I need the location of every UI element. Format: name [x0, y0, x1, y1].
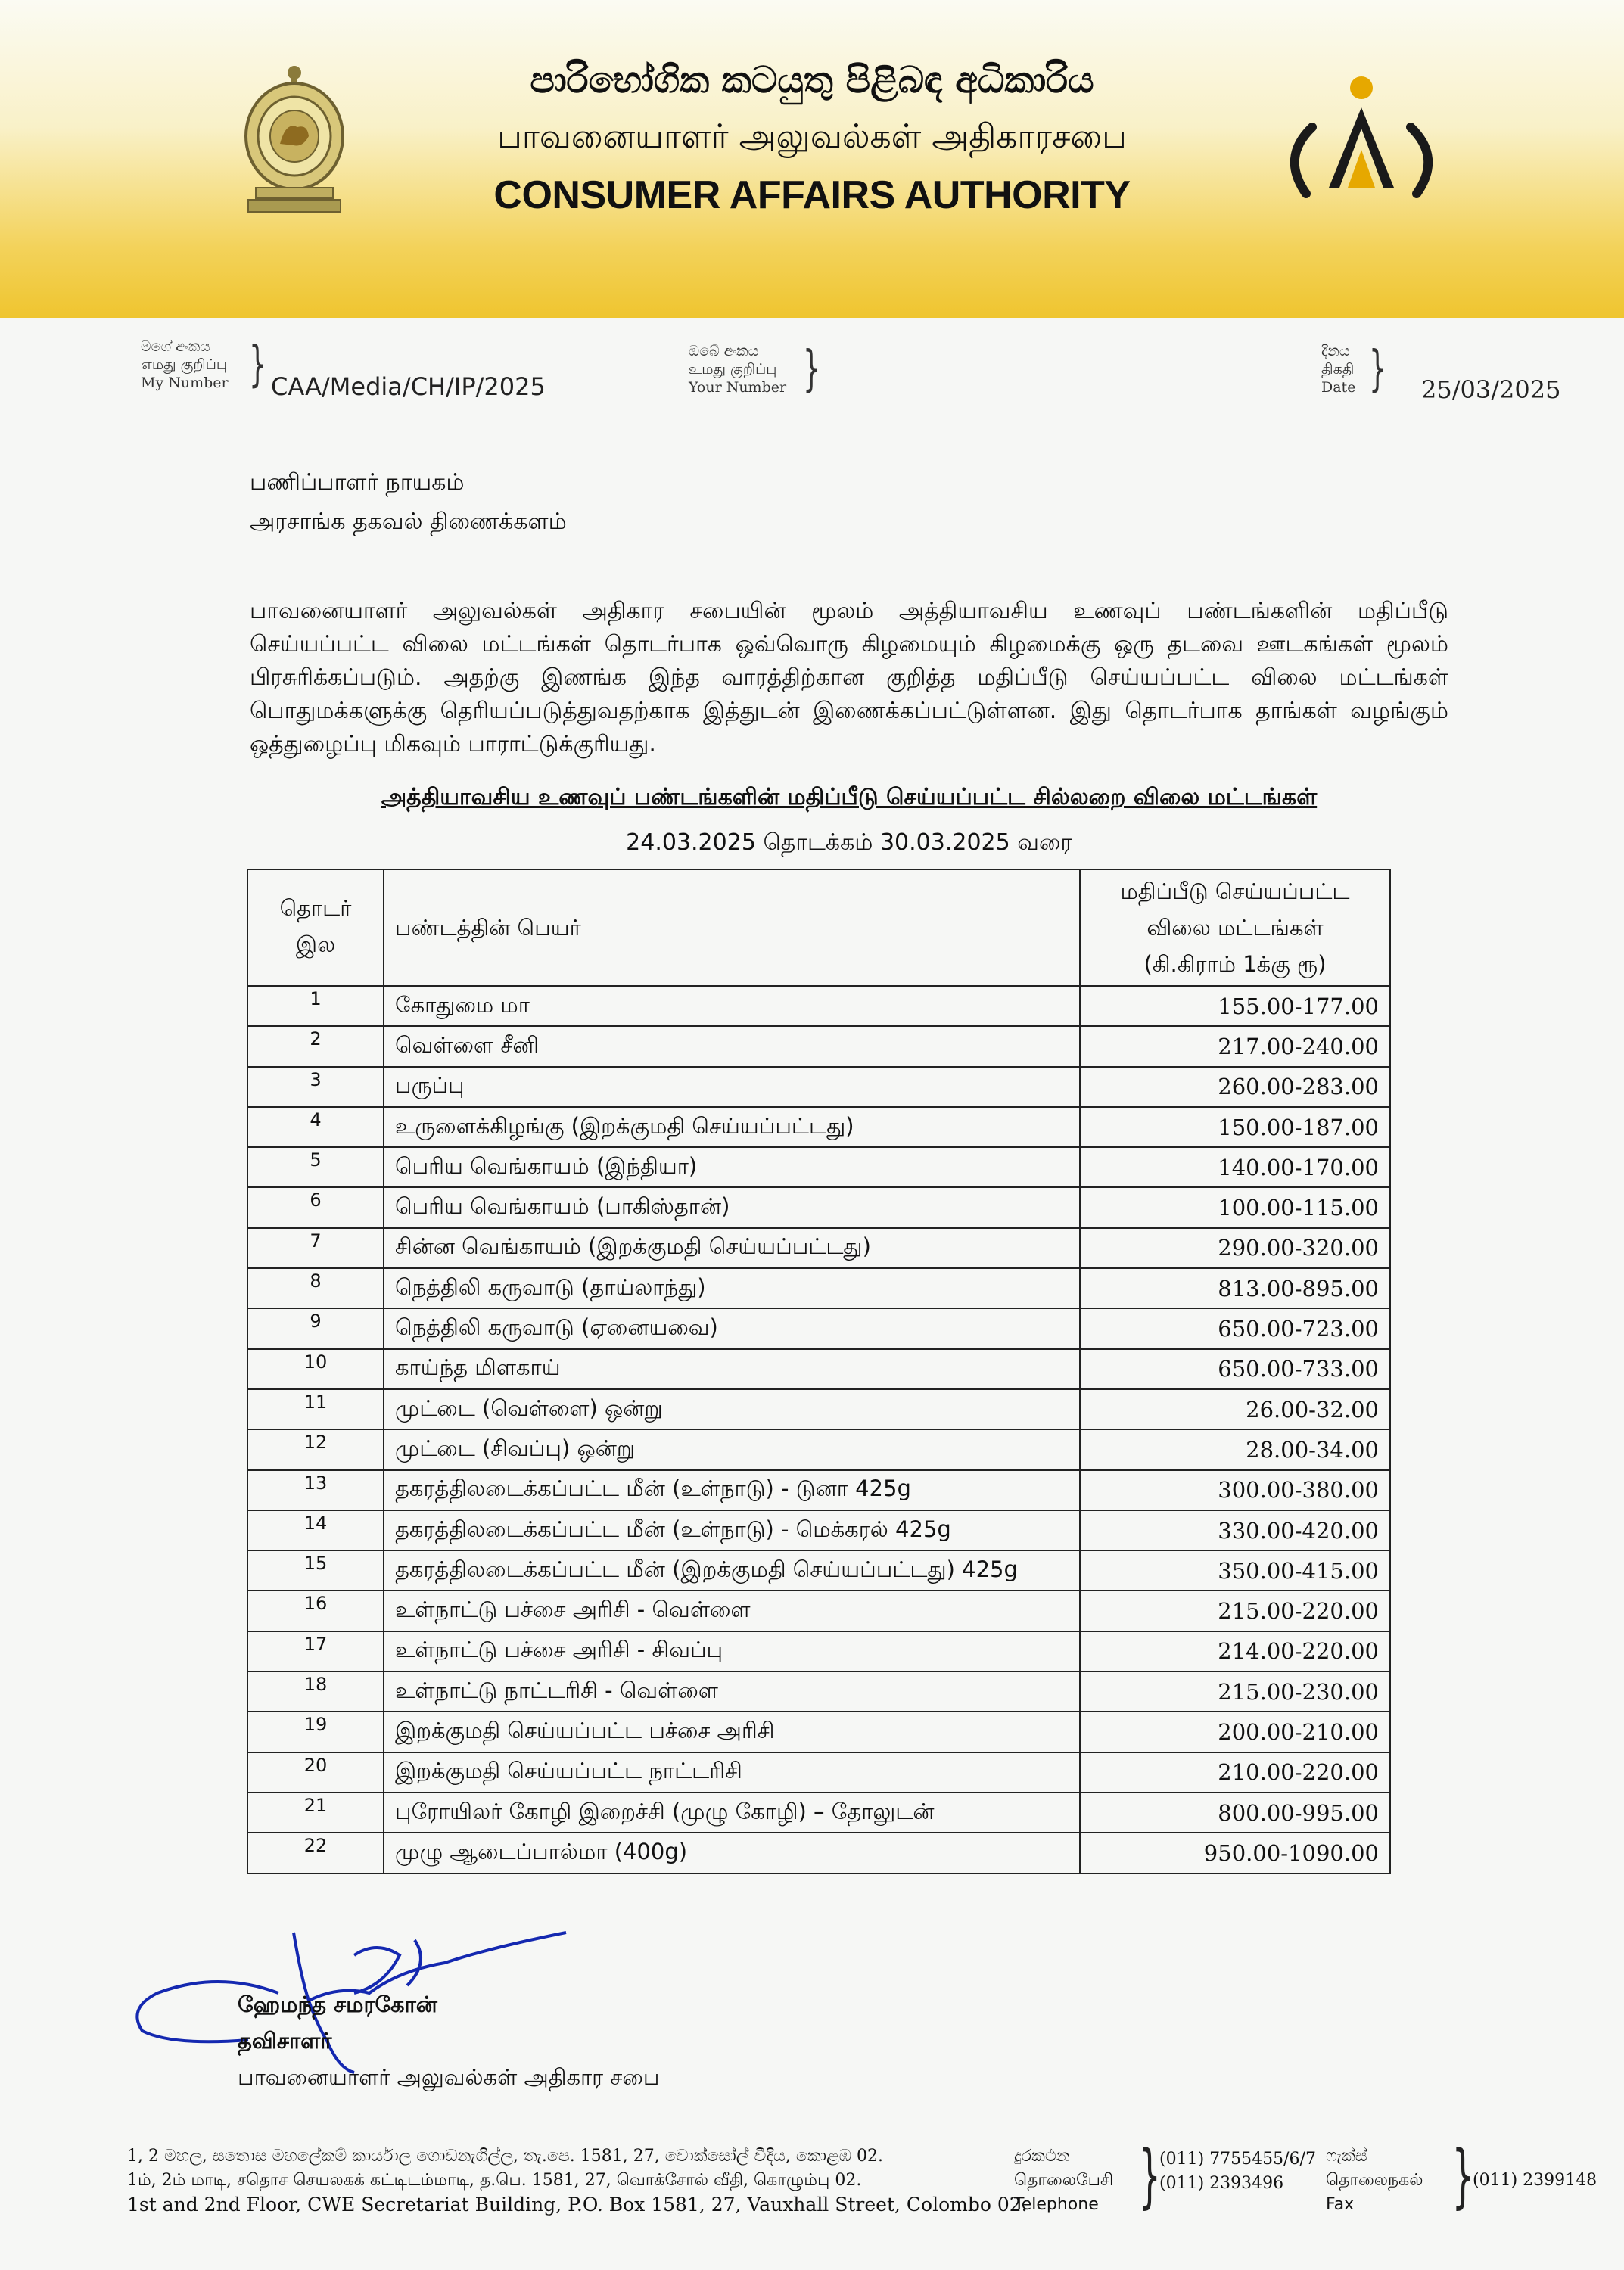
footer-fax-brace: } [1451, 2135, 1474, 2216]
row-no: 10 [247, 1349, 384, 1389]
row-no: 16 [247, 1591, 384, 1631]
row-price-range: 650.00-723.00 [1080, 1308, 1390, 1348]
table-row [247, 1793, 1390, 1833]
table-row [247, 1833, 1390, 1873]
row-item-name: புரோயிலர் கோழி இறைச்சி (முழு கோழி) – தோலுடன் [384, 1793, 1080, 1833]
footer-fax-label: ෆැක්ස් தொலைநகல் Fax [1326, 2147, 1423, 2214]
table-row [247, 1470, 1390, 1510]
row-no: 12 [247, 1429, 384, 1469]
col-header-no: தொடர் இல [247, 869, 384, 986]
row-no: 17 [247, 1631, 384, 1671]
table-row [247, 1067, 1390, 1107]
row-no: 22 [247, 1833, 384, 1873]
row-price-range: 155.00-177.00 [1080, 986, 1390, 1026]
row-price-range: 650.00-733.00 [1080, 1349, 1390, 1389]
row-item-name: முழு ஆடைப்பால்மா (400g) [384, 1833, 1080, 1873]
table-row [247, 1631, 1390, 1671]
row-item-name: கோதுமை மா [384, 986, 1080, 1026]
footer-fax-number: (011) 2399148 [1473, 2171, 1598, 2190]
row-price-range: 300.00-380.00 [1080, 1470, 1390, 1510]
row-no: 14 [247, 1510, 384, 1550]
table-row [247, 1550, 1390, 1591]
row-item-name: சின்ன வெங்காயம் (இறக்குமதி செய்யப்பட்டது) [384, 1228, 1080, 1268]
row-no: 8 [247, 1268, 384, 1308]
row-price-range: 210.00-220.00 [1080, 1752, 1390, 1793]
row-no: 11 [247, 1389, 384, 1429]
row-no: 2 [247, 1026, 384, 1066]
row-price-range: 140.00-170.00 [1080, 1147, 1390, 1187]
row-item-name: இறக்குமதி செய்யப்பட்ட நாட்டரிசி [384, 1752, 1080, 1793]
row-item-name: முட்டை (வெள்ளை) ஒன்று [384, 1389, 1080, 1429]
table-body [247, 986, 1390, 1874]
your-number-label: ඔබේ අංකය உமது குறிப்பு Your Number [689, 343, 787, 396]
letter-page: පාරිභෝගික කටයුතු පිළිබඳ අධිකාරිය பாவனையாளர் அலுவல்கள் அதிகாரசபை CONSUMER AFFAIRS AUTHORITY මගේ අංකය எமது குறிப்பு My Number } CAA/Media/CH/IP/2025 ඔබේ අංකය உமது குறிப்பு Your Number } දිනය திகதி Date } 25/03/2025 பணிப்பாளர் நாயகம் அரசாங்க தகவல் திணைக்களம் பாவனையாளர் அலுவல்கள் அதிகார சபையின் மூலம் அத்தியாவசிய உணவுப் பண்டங்களின் மதிப்பீடு செய்யப்பட்ட விலை மட்டங்கள் தொடர்பாக ஒவ்வொரு கிழமையும் கிழமைக்கு ஒரு தடவை ஊடகங்கள் மூலம் பிரசுரிக்கப்படும். அதற்கு இணங்க இந்த வாரத்திற்கான குறித்த மதிப்பீடு செய்யப்பட்ட விலை மட்டங்கள் பொதுமக்களுக்கு தெரியப்படுத்துவதற்காக இத்துடன் இணைக்கப்பட்டுள்ளன. இது தொடர்பாக தாங்கள் வழங்கும் ஒத்துழைப்பு மிகவும் பாராட்டுக்குரியது. அத்தியாவசிய உணவுப் பண்டங்களின் மதிப்பீடு செய்யப்பட்ட சில்லறை விலை மட்டங்கள் 24.03.2025 தொடக்கம் 30.03.2025 வரை தொடர் இல பண்டத்தின் பெயர் மதிப்பீடு செய்யப்பட்ட விலை மட்டங்கள் (கி.கிராம் 1க்கு ரூ) 1 கோதுமை மா 155.00-177.00 2 வெள்ளை சீனி 217.00-240.00 3 பருப்பு 260.00-283.00 4 உருளைக்கிழங்கு (இறக்குமதி செய்யப்பட்டது) 150.00-187.00 5 பெரிய வெங்காயம் (இந்தியா) 140.00-170.00 6 பெரிய வெங்காயம் (பாகிஸ்தான்) 100.00-115.00 7 சின்ன வெங்காயம் (இறக்குமதி செய்யப்பட்டது) 290.00-320.00 8 நெத்திலி கருவாடு (தாய்லாந்து) 813.00-895.00 9 நெத்திலி கருவாடு (ஏனையவை) 650.00-723.00 10 காய்ந்த மிளகாய் 650.00-733.00 11 முட்டை (வெள்ளை) ஒன்று 26.00-32.00 12 முட்டை (சிவப்பு) ஒன்று 28.00-34.00 13 தகரத்திலடைக்கப்பட்ட மீன் (உள்நாடு) - டுனா 425g 300.00-380.00 14 தகரத்திலடைக்கப்பட்ட மீன் (உள்நாடு) - மெக்கரல் 425g 330.00-420.00 15 தகரத்திலடைக்கப்பட்ட மீன் (இறக்குமதி செய்யப்பட்டது) 425g 350.00-415.00 16 உள்நாட்டு பச்சை அரிசி - வெள்ளை 215.00-220.00 17 உள்நாட்டு பச்சை அரிசி - சிவப்பு 214.00-220.00 18 உள்நாட்டு நாட்டரிசி - வெள்ளை 215.00-230.00 19 இறக்குமதி செய்யப்பட்ட பச்சை அரிசி 200.00-210.00 20 இறக்குமதி செய்யப்பட்ட நாட்டரிசி 210.00-220.00 21 புரோயிலர் கோழி இறைச்சி (முழு கோழி) – தோலுடன் 800.00-995.00 22 முழு ஆடைப்பால்மா (400g) 950.00-1090.00 ஹேமந்த சமரகோன் தவிசாளர் பாவனையாளர் அலுவல்கள் அதிகார சபை 1, 2 මහල, සතොස මහලේකම් කාර්යාල ගොඩනැගිල්ල, තැ.පෙ. 1581, 27, වොක්සෝල් වීදිය, කොළඹ 02. 1ம், 2ம் மாடி, சதொச செயலகக் கட்டிடம்மாடி, த.பெ. 1581, 27, வொக்சோல் வீதி, கொழும்பு 02. 1st and 2nd Floor, CWE Secretariat Building, P.O. Box 1581, 27, Vauxhall Street, Colombo 02. දුරකථන தொலைபேசி Telephone } (011) 7755455/6/7 (011) 2393496 ෆැක්ස් தொலைநகல் Fax } (011) 2399148 [0, 0, 1624, 2270]
my-number-label: මගේ අංකය எமது குறிப்பு My Number [141, 338, 229, 391]
header-title-tamil: பாவனையாளர் அலுவல்கள் அதிகாரசபை [497, 117, 1127, 156]
row-item-name: உள்நாட்டு பச்சை அரிசி - வெள்ளை [384, 1591, 1080, 1631]
row-item-name: பெரிய வெங்காயம் (இந்தியா) [384, 1147, 1080, 1187]
table-row [247, 1268, 1390, 1308]
table-row [247, 986, 1390, 1026]
date-value: 25/03/2025 [1421, 375, 1561, 404]
row-item-name: பருப்பு [384, 1067, 1080, 1107]
row-no: 4 [247, 1107, 384, 1147]
table-row [247, 1308, 1390, 1348]
date-label: දිනය திகதி Date [1321, 343, 1356, 396]
row-price-range: 330.00-420.00 [1080, 1510, 1390, 1550]
row-price-range: 28.00-34.00 [1080, 1429, 1390, 1469]
footer-phone-numbers: (011) 7755455/6/7 (011) 2393496 [1159, 2150, 1316, 2193]
row-no: 6 [247, 1187, 384, 1227]
table-row [247, 1349, 1390, 1389]
row-item-name: தகரத்திலடைக்கப்பட்ட மீன் (இறக்குமதி செய்யப்பட்டது) 425g [384, 1550, 1080, 1591]
row-price-range: 290.00-320.00 [1080, 1228, 1390, 1268]
table-row [247, 1671, 1390, 1712]
table-header-row [247, 869, 1390, 986]
row-item-name: உள்நாட்டு பச்சை அரிசி - சிவப்பு [384, 1631, 1080, 1671]
letter-body: பாவனையாளர் அலுவல்கள் அதிகார சபையின் மூலம் அத்தியாவசிய உணவுப் பண்டங்களின் மதிப்பீடு செய்யப்பட்ட விலை மட்டங்கள் தொடர்பாக ஒவ்வொரு கிழமையும் கிழமைக்கு ஒரு தடவை ஊடகங்கள் மூலம் பிரசுரிக்கப்படும். அதற்கு இணங்க இந்த வாரத்திற்கான குறித்த மதிப்பீடு செய்யப்பட்ட விலை மட்டங்கள் பொதுமக்களுக்கு தெரியப்படுத்துவதற்காக இத்துடன் இணைக்கப்பட்டுள்ளன. இது தொடர்பாக தாங்கள் வழங்கும் ஒத்துழைப்பு மிகவும் பாராட்டுக்குரியது. [250, 598, 1449, 757]
addressee-line1: பணிப்பாளர் நாயகம் [250, 469, 465, 496]
table-date-range: 24.03.2025 தொடக்கம் 30.03.2025 வரை [626, 829, 1072, 856]
row-no: 3 [247, 1067, 384, 1107]
row-item-name: நெத்திலி கருவாடு (ஏனையவை) [384, 1308, 1080, 1348]
row-item-name: பெரிய வெங்காயம் (பாகிஸ்தான்) [384, 1187, 1080, 1227]
row-no: 9 [247, 1308, 384, 1348]
signatory-name: ஹேமந்த சமரகோன் [238, 1992, 437, 2017]
header-title-sinhala: පාරිභෝගික කටයුතු පිළිබඳ අධිකාරිය [530, 59, 1094, 101]
header-title-english: CONSUMER AFFAIRS AUTHORITY [493, 173, 1131, 217]
row-no: 13 [247, 1470, 384, 1510]
my-number-value: CAA/Media/CH/IP/2025 [271, 372, 546, 401]
price-table [247, 869, 1391, 1874]
row-price-range: 215.00-230.00 [1080, 1671, 1390, 1712]
row-price-range: 215.00-220.00 [1080, 1591, 1390, 1631]
table-row [247, 1147, 1390, 1187]
col-header-price: மதிப்பீடு செய்யப்பட்ட விலை மட்டங்கள் (கி.கிராம் 1க்கு ரூ) [1080, 869, 1390, 986]
row-no: 21 [247, 1793, 384, 1833]
col-header-name: பண்டத்தின் பெயர் [384, 869, 1080, 986]
table-row [247, 1389, 1390, 1429]
row-price-range: 260.00-283.00 [1080, 1067, 1390, 1107]
row-price-range: 150.00-187.00 [1080, 1107, 1390, 1147]
row-price-range: 800.00-995.00 [1080, 1793, 1390, 1833]
table-row [247, 1752, 1390, 1793]
table-row [247, 1187, 1390, 1227]
row-item-name: உள்நாட்டு நாட்டரிசி - வெள்ளை [384, 1671, 1080, 1712]
row-item-name: உருளைக்கிழங்கு (இறக்குமதி செய்யப்பட்டது) [384, 1107, 1080, 1147]
table-row [247, 1510, 1390, 1550]
row-price-range: 813.00-895.00 [1080, 1268, 1390, 1308]
row-no: 1 [247, 986, 384, 1026]
table-row [247, 1429, 1390, 1469]
footer-phone-label: දුරකථන தொலைபேசி Telephone [1014, 2147, 1114, 2214]
table-row [247, 1591, 1390, 1631]
row-no: 7 [247, 1228, 384, 1268]
table-row [247, 1107, 1390, 1147]
row-no: 19 [247, 1712, 384, 1752]
signatory-title: தவிசாளர் [238, 2028, 332, 2054]
table-row [247, 1228, 1390, 1268]
table-title: அத்தியாவசிய உணவுப் பண்டங்களின் மதிப்பீடு செய்யப்பட்ட சில்லறை விலை மட்டங்கள் [381, 784, 1318, 810]
table-row [247, 1712, 1390, 1752]
row-price-range: 217.00-240.00 [1080, 1026, 1390, 1066]
signatory-org: பாவனையாளர் அலுவல்கள் அதிகார சபை [238, 2064, 660, 2090]
row-price-range: 950.00-1090.00 [1080, 1833, 1390, 1873]
row-no: 20 [247, 1752, 384, 1793]
row-item-name: முட்டை (சிவப்பு) ஒன்று [384, 1429, 1080, 1469]
row-no: 18 [247, 1671, 384, 1712]
row-price-range: 200.00-210.00 [1080, 1712, 1390, 1752]
row-item-name: தகரத்திலடைக்கப்பட்ட மீன் (உள்நாடு) - மெக்கரல் 425g [384, 1510, 1080, 1550]
row-item-name: வெள்ளை சீனி [384, 1026, 1080, 1066]
row-item-name: தகரத்திலடைக்கப்பட்ட மீன் (உள்நாடு) - டுனா 425g [384, 1470, 1080, 1510]
row-item-name: காய்ந்த மிளகாய் [384, 1349, 1080, 1389]
addressee-line2: அரசாங்க தகவல் திணைக்களம் [250, 508, 567, 535]
row-price-range: 100.00-115.00 [1080, 1187, 1390, 1227]
footer-phone-brace: } [1138, 2135, 1161, 2216]
row-price-range: 26.00-32.00 [1080, 1389, 1390, 1429]
row-price-range: 214.00-220.00 [1080, 1631, 1390, 1671]
row-no: 15 [247, 1550, 384, 1591]
row-item-name: இறக்குமதி செய்யப்பட்ட பச்சை அரிசி [384, 1712, 1080, 1752]
footer-address: 1, 2 මහල, සතොස මහලේකම් කාර්යාල ගොඩනැගිල්ල, තැ.පෙ. 1581, 27, වොක්සෝල් වීදිය, කොළඹ 02. 1ம், 2ம் மாடி, சதொச செயலகக் கட்டிடம்மாடி, த.பெ. 1581, 27, வொக்சோல் வீதி, கொழும்பு 02. 1st and 2nd Floor, CWE Secretariat Building, P.O. Box 1581, 27, Vauxhall Street, Colombo 02. [127, 2147, 1028, 2216]
row-item-name: நெத்திலி கருவாடு (தாய்லாந்து) [384, 1268, 1080, 1308]
row-price-range: 350.00-415.00 [1080, 1550, 1390, 1591]
table-row [247, 1026, 1390, 1066]
row-no: 5 [247, 1147, 384, 1187]
